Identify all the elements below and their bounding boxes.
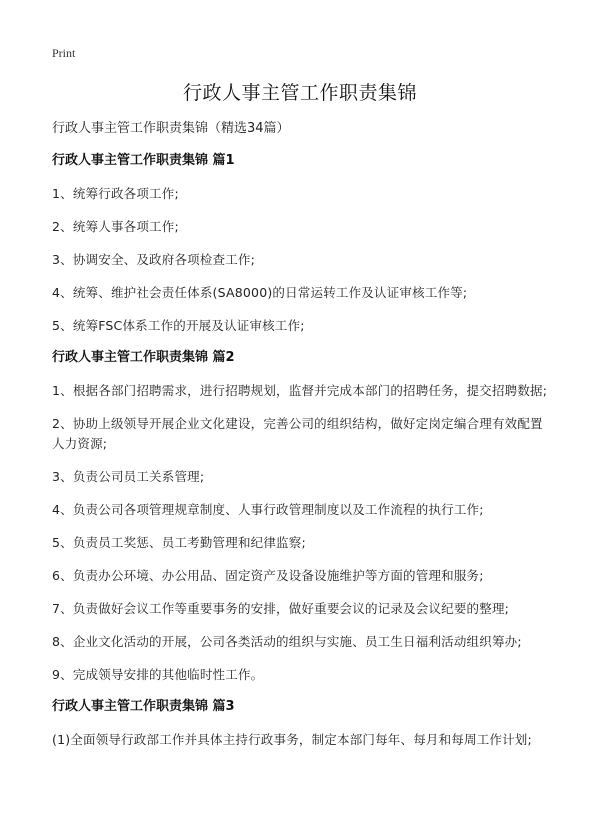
section-heading-1: 行政人事主管工作职责集锦 篇1 <box>52 153 235 168</box>
list-item: 1、根据各部门招聘需求，进行招聘规划，监督并完成本部门的招聘任务，提交招聘数据; <box>52 383 548 398</box>
document-body <box>52 120 552 763</box>
document-title: 行政人事主管工作职责集锦 <box>182 82 417 104</box>
list-item: 5、统筹FSC体系工作的开展及认证审核工作; <box>52 318 305 333</box>
list-item: 7、负责做好会议工作等重要事务的安排，做好重要会议的记录及会议纪要的整理; <box>52 601 510 616</box>
print-label: Print <box>52 46 76 60</box>
list-item: 5、负责员工奖惩、员工考勤管理和纪律监察; <box>52 535 306 550</box>
section-heading-3: 行政人事主管工作职责集锦 篇3 <box>52 699 235 714</box>
list-item: 6、负责办公环境、办公用品、固定资产及设备设施维护等方面的管理和服务; <box>52 568 484 583</box>
list-item: 8、企业文化活动的开展，公司各类活动的组织与实施、员工生日福利活动组织筹办; <box>52 634 522 649</box>
list-item: 2、协助上级领导开展企业文化建设，完善公司的组织结构，做好定岗定编合理有效配置人力资源; <box>52 416 543 451</box>
list-item: 4、统筹、维护社会责任体系(SA8000)的日常运转工作及认证审核工作等; <box>52 285 468 300</box>
list-item: 1、统筹行政各项工作; <box>52 186 179 201</box>
section-heading-2: 行政人事主管工作职责集锦 篇2 <box>52 350 235 365</box>
list-item: (1)全面领导行政部工作并具体主持行政事务，制定本部门每年、每月和每周工作计划; <box>52 732 532 747</box>
list-item: 3、协调安全、及政府各项检查工作; <box>52 252 256 267</box>
list-item: 3、负责公司员工关系管理; <box>52 469 205 484</box>
list-item: 9、完成领导安排的其他临时性工作。 <box>52 667 264 682</box>
list-item: 4、负责公司各项管理规章制度、人事行政管理制度以及工作流程的执行工作; <box>52 502 484 517</box>
list-item: 2、统筹人事各项工作; <box>52 219 179 234</box>
document-subtitle: 行政人事主管工作职责集锦（精选34篇） <box>52 121 290 136</box>
